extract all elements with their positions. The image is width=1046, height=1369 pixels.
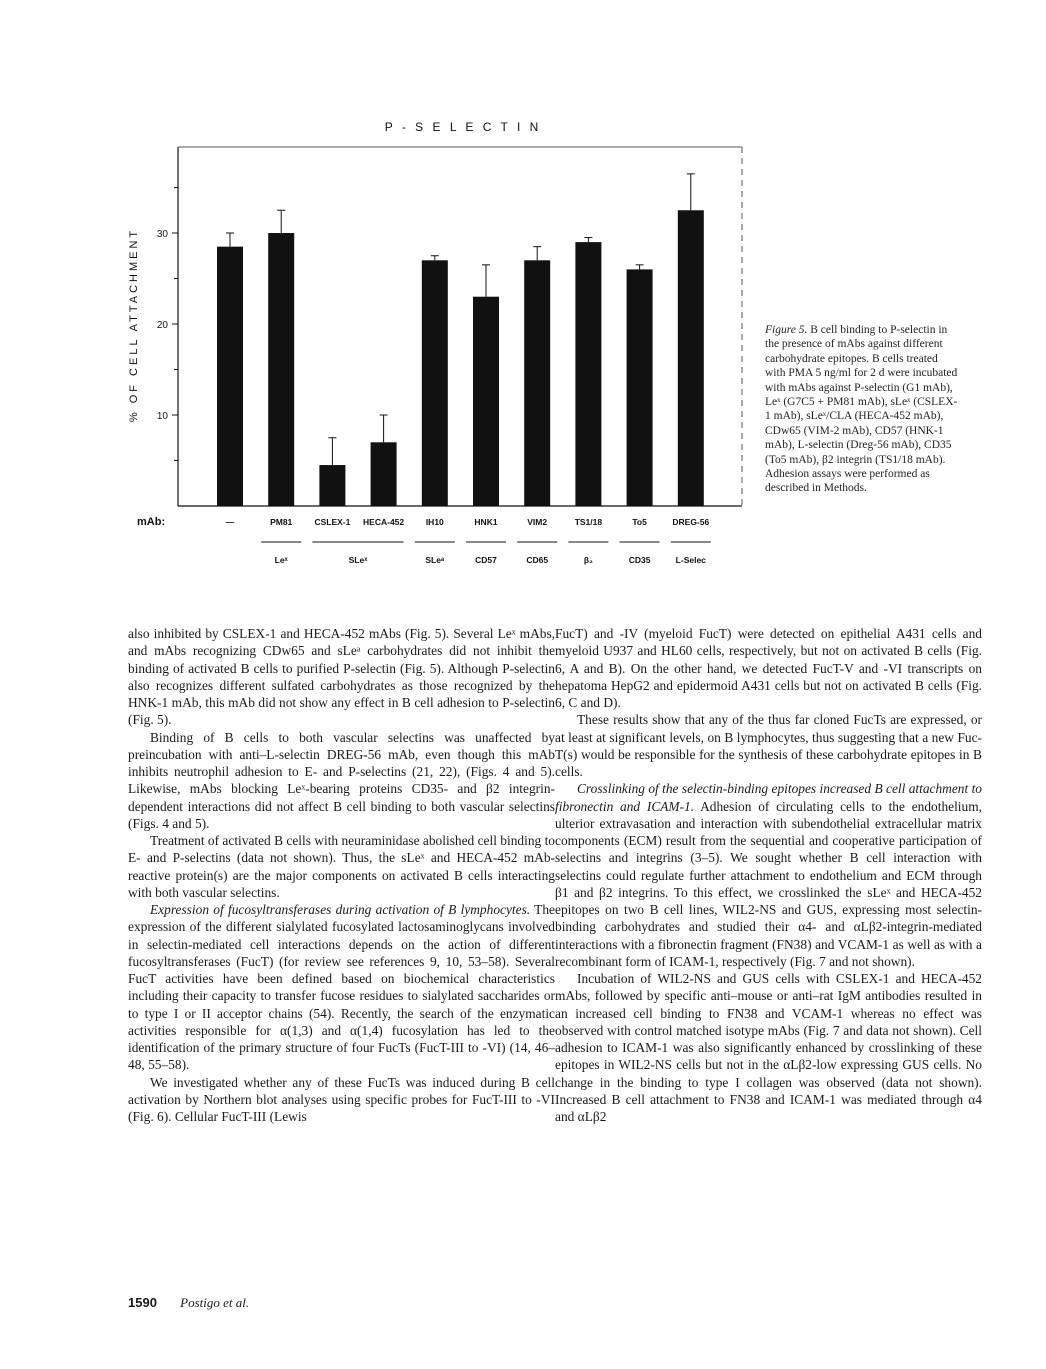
caption-label: Figure 5. bbox=[765, 324, 808, 336]
x-tick-label: DREG-56 bbox=[672, 517, 710, 527]
group-label: Leˣ bbox=[274, 555, 288, 565]
right-column bbox=[555, 625, 982, 1125]
section-heading: Expression of fucosyltransferases during activation of B lymphocytes. bbox=[150, 902, 531, 917]
paragraph: also inhibited by CSLEX-1 and HECA-452 mAbs (Fig. 5). Several Leˣ mAbs, and mAbs recognizing CDw65 and sLeᵃ carbohydrates did not inhibit the binding of activated B cells to purified P-selectin (Fig. 5). Although P-selectin also recognizes different sulfated carbohydrates as those recognized by the HNK-1 mAb, this mAb did not show any effect in B cell adhesion to P-selectin (Fig. 5). bbox=[128, 626, 555, 728]
bar bbox=[524, 260, 550, 506]
y-axis-label: % OF CELL ATTACHMENT bbox=[128, 227, 140, 423]
y-tick-label: 20 bbox=[156, 320, 168, 331]
group-labels bbox=[261, 542, 711, 565]
bar bbox=[627, 269, 653, 506]
paragraph-text: The expression of the different sialylated fucosylated lactosaminoglycans involved in selectin-mediated cell interactions depends on the action of different fucosyltransferases (FucT) (for review see references 9, 10, 53–58). Several FucT activities have been defined based on biochemical characteristics including their capacity to transfer fucose residues to sialylated saccharides or to type I or II acceptor chains (54). Recently, the search of the enzymatic activities responsible for α(1,3) and α(1,4) fucosylation has led to the identification of the primary structure of four FucTs (FucT-III to -VI) (14, 46–48, 55–58). bbox=[128, 902, 555, 1073]
caption-text: B cell binding to P-selectin in the presence of mAbs against different carbohydrate epitopes. B cells treated with PMA 5 ng/ml for 2 d were incubated with mAbs against P-selectin (G1 mAb), Leˣ (G7C5 + PM81 mAb), sLeˣ (CSLEX-1 mAb), sLeˣ/CLA (HECA-452 mAb), CDw65 (VIM-2 mAb), CD57 (HNK-1 mAb), L-selectin (Dreg-56 mAb), CD35 (To5 mAb), β2 integrin (TS1/18 mAb). Adhesion assays were performed as described in Methods. bbox=[765, 324, 958, 495]
mab-label: mAb: bbox=[137, 516, 166, 528]
figure-caption bbox=[765, 323, 960, 496]
section-heading: Crosslinking of the selectin-binding epitopes increased B cell attachment to fibronectin and ICAM-1. bbox=[555, 781, 982, 814]
x-tick-labels bbox=[226, 517, 710, 527]
x-tick-label: TS1/18 bbox=[574, 517, 603, 527]
bar bbox=[268, 233, 294, 506]
paragraph-text: Adhesion of circulating cells to the endothelium, ulterior extravasation and interaction with subendothelial extracellular matrix components (ECM) result from the sequential and cooperative participation of selectins and integrins (3–5). We sought whether B cell interaction with selectins could regulate further attachment to endothelium and ECM through β1 and β2 integrins. To this effect, we crosslinked the sLeˣ and HECA-452 epitopes on two B cell lines, WIL2-NS and GUS, expressing most selectin-binding carbohydrates and studied their α4- and αLβ2-integrin-mediated interactions with a fibronectin fragment (FN38) and VCAM-1 as well as with a recombinant form of ICAM-1, respectively (Fig. 7 and not shown). bbox=[555, 798, 982, 969]
group-label: β₂ bbox=[583, 555, 593, 565]
section-paragraph bbox=[555, 780, 982, 970]
bar-chart bbox=[0, 0, 1046, 610]
x-tick-label: VIM2 bbox=[527, 517, 548, 527]
paragraph: Incubation of WIL2-NS and GUS cells with CSLEX-1 and HECA-452 mAbs, followed by specific anti–mouse or anti–rat IgM antibodies resulted in an increased cell binding to FN38 and VCAM-1 whereas no effect was observed with control matched isotype mAbs (Fig. 7 and data not shown). Cell adhesion to ICAM-1 was also significantly enhanced by crosslinking of these epitopes in WIL2-NS cells but not in the αLβ2-low expressing GUS cells. No change in the binding to type I collagen was observed (data not shown). Increased B cell attachment to FN38 and ICAM-1 was mediated through α4 and αLβ2 bbox=[555, 971, 982, 1124]
bar bbox=[319, 465, 345, 506]
x-tick-label: IH10 bbox=[425, 517, 444, 527]
chart-frame bbox=[178, 147, 742, 506]
y-tick-label: 10 bbox=[156, 411, 168, 422]
bar bbox=[473, 297, 499, 506]
x-tick-label: PM81 bbox=[270, 517, 293, 527]
bar bbox=[678, 210, 704, 506]
paragraph: These results show that any of the thus far cloned FucTs are expressed, or at least at significant levels, on B lymphocytes, thus suggesting that a new Fuc-T(s) would be responsible for the synthesis of these carbohydrate epitopes in B cells. bbox=[555, 712, 982, 779]
left-column bbox=[128, 625, 555, 1125]
page-number: 1590 bbox=[128, 1295, 157, 1310]
x-tick-label: — bbox=[225, 517, 235, 527]
group-label: CD57 bbox=[475, 555, 497, 565]
paragraph: Binding of B cells to both vascular selectins was unaffected by preincubation with anti–L-selectin DREG-56 mAb, even though this mAb inhibits neutrophil adhesion to E- and P-selectins (21, 22), (Figs. 4 and 5). Likewise, mAbs blocking Leˣ-bearing proteins CD35- and β2 integrin-dependent interactions did not affect B cell binding to both vascular selectins (Figs. 4 and 5). bbox=[128, 729, 555, 831]
x-tick-label: To5 bbox=[632, 517, 647, 527]
group-label: CD35 bbox=[628, 555, 651, 565]
bar bbox=[371, 442, 397, 506]
group-label: CD65 bbox=[526, 555, 549, 565]
y-axis-ticks bbox=[157, 188, 178, 461]
group-label: SLeᵃ bbox=[425, 555, 445, 565]
y-tick-label: 30 bbox=[156, 229, 168, 240]
section-paragraph bbox=[128, 901, 555, 1074]
bar bbox=[422, 260, 448, 506]
paragraph: FucT) and -IV (myeloid FucT) were detected on epithelial A431 cells and myeloid U937 and HL60 cells, respectively, but not on activated B cells (Fig. 6, A and B). On the other hand, we detected FucT-V and -VI transcripts on hepatoma HepG2 and epidermoid A431 cells but not on activated B cells (Fig. 6, C and D). bbox=[555, 626, 982, 710]
paragraph: We investigated whether any of these FucTs was induced during B cell activation by Northern blot analyses using specific probes for FucT-III to -VI (Fig. 6). Cellular FucT-III (Lewis bbox=[128, 1074, 555, 1124]
group-label: L-Selec bbox=[675, 555, 706, 565]
bar bbox=[575, 242, 601, 506]
running-authors: Postigo et al. bbox=[180, 1295, 250, 1310]
x-tick-label: CSLEX-1 bbox=[314, 517, 351, 527]
x-tick-label: HECA-452 bbox=[363, 517, 405, 527]
chart-title: P - S E L E C T I N bbox=[384, 120, 542, 134]
group-label: SLeˣ bbox=[348, 555, 368, 565]
page-footer bbox=[128, 1295, 249, 1311]
bar bbox=[217, 247, 243, 506]
paragraph: Treatment of activated B cells with neuraminidase abolished cell binding to E- and P-selectins (data not shown). Thus, the sLeˣ and HECA-452 mAb-reactive protein(s) are the major components on activated B cells interacting with both vascular selectins. bbox=[128, 833, 555, 900]
x-tick-label: HNK1 bbox=[474, 517, 498, 527]
bars-group bbox=[217, 174, 704, 506]
